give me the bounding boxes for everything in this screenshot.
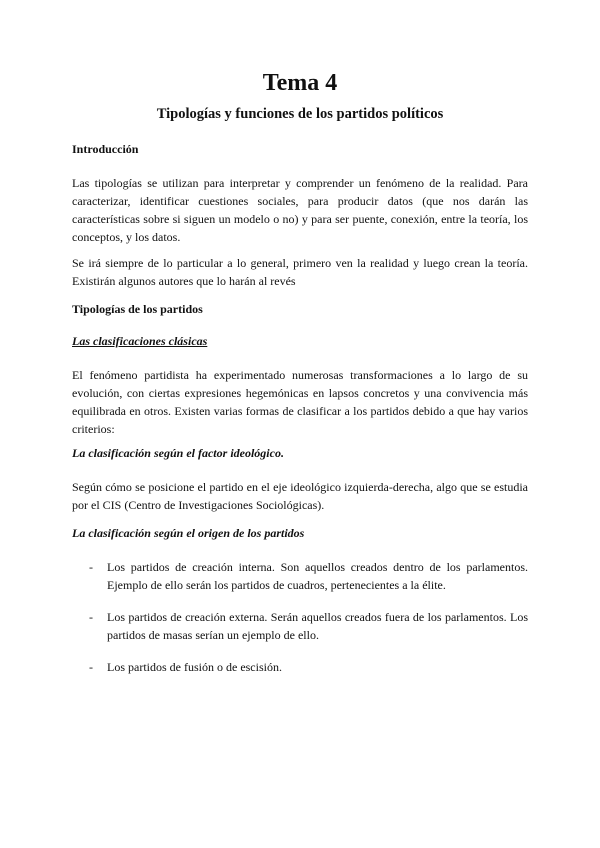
- list-item: [72, 558, 528, 594]
- list-item-text: Los partidos de fusión o de escisión.: [107, 660, 282, 674]
- ideological-paragraph: Según cómo se posicione el partido en el eje ideológico izquierda-derecha, algo que se estudia por el CIS (Centro de Investigaciones Sociológicas).: [72, 480, 528, 512]
- page-title: Tema 4: [262, 70, 338, 96]
- introduction-paragraph-2: Se irá siempre de lo particular a lo general, primero ven la realidad y luego crean la teoría. Existirán algunos autores que lo harán al revés: [72, 256, 528, 288]
- bullet-dash: -: [89, 610, 93, 624]
- list-item: [72, 658, 528, 676]
- bullet-dash: -: [89, 660, 93, 674]
- classic-paragraph: El fenómeno partidista ha experimentado numerosas transformaciones a lo largo de su evolución, con ciertas expresiones hegemónicas en lapsos concretos y una convivencia más equilibrada en otros. Existen varias formas de clasificar a los partidos debido a que hay varios criterios:: [72, 368, 528, 436]
- section-heading-introduction: Introducción: [72, 142, 139, 156]
- list-item-text: Los partidos de creación interna. Son aquellos creados dentro de los parlamentos. Ejemplo de ello serán los partidos de cuadros, pertenecientes a la élite.: [107, 560, 528, 592]
- origin-list: [72, 558, 528, 676]
- introduction-paragraph-1: Las tipologías se utilizan para interpretar y comprender un fenómeno de la realidad. Para caracterizar, identificar cuestiones sociales, para producir datos (que nos darán las características sobre si siguen un modelo o no) y para ser puente, conexión, entre la teoría, los conceptos, y los datos.: [72, 176, 528, 244]
- list-item-text: Los partidos de creación externa. Serán aquellos creados fuera de los parlamentos. Los partidos de masas serían un ejemplo de ello.: [107, 610, 528, 642]
- subsection-heading-ideological: La clasificación según el factor ideológico.: [72, 446, 284, 460]
- subsection-heading-classic: Las clasificaciones clásicas: [72, 334, 208, 348]
- section-heading-typologies: Tipologías de los partidos: [72, 302, 203, 316]
- subsection-heading-origin: La clasificación según el origen de los partidos: [72, 526, 305, 540]
- list-item: [72, 608, 528, 644]
- bullet-dash: -: [89, 560, 93, 574]
- page-subtitle: Tipologías y funciones de los partidos políticos: [156, 106, 444, 122]
